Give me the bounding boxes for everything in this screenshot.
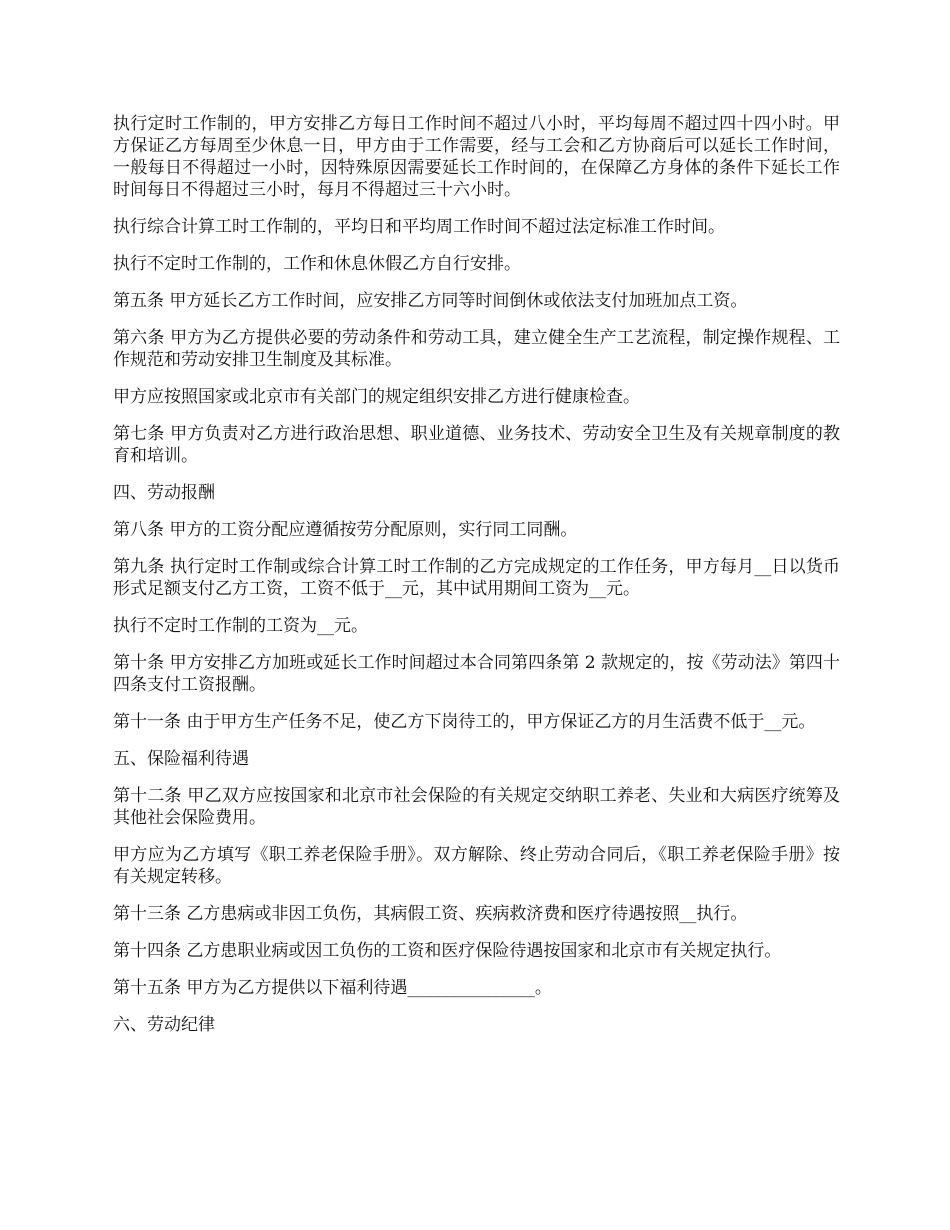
- paragraph-health-check: 甲方应按照国家或北京市有关部门的规定组织安排乙方进行健康检查。: [113, 387, 640, 407]
- article-9: 第九条 执行定时工作制或综合计算工时工作制的乙方完成规定的工作任务，甲方每月__日以货币形式足额支付乙方工资，工资不低于__元，其中试用期间工资为__元。: [113, 557, 840, 599]
- article-8: 第八条 甲方的工资分配应遵循按劳分配原则，实行同工同酬。: [113, 520, 578, 540]
- article-13: 第十三条 乙方患病或非因工负伤，其病假工资、疾病救济费和医疗待遇按照__执行。: [113, 904, 748, 924]
- paragraph-working-hours-flexible: 执行不定时工作制的，工作和休息休假乙方自行安排。: [113, 254, 521, 274]
- paragraph-working-hours-standard: 执行定时工作制的，甲方安排乙方每日工作时间不超过八小时，平均每周不超过四十四小时。甲方保证乙方每周至少休息一日，甲方由于工作需要，经与工会和乙方协商后可以延长工作时间，一般每日不得超过一小时，因特殊原因需要延长工作时间的，在保障乙方身体的条件下延长工作时间每日不得超过三小时，每月不得超过三十六小时。: [113, 114, 840, 200]
- paragraph-flexible-wage: 执行不定时工作制的工资为__元。: [113, 616, 368, 636]
- article-15: 第十五条 甲方为乙方提供以下福利待遇_______________。: [113, 978, 552, 998]
- article-11: 第十一条 由于甲方生产任务不足，使乙方下岗待工的，甲方保证乙方的月生活费不低于__元。: [113, 712, 816, 732]
- document-body: [113, 113, 840, 1051]
- article-5: 第五条 甲方延长乙方工作时间，应安排乙方同等时间倒休或依法支付加班加点工资。: [113, 291, 748, 311]
- article-7: 第七条 甲方负责对乙方进行政治思想、职业道德、业务技术、劳动安全卫生及有关规章制度的教育和培训。: [113, 424, 840, 466]
- article-6: 第六条 甲方为乙方提供必要的劳动条件和劳动工具，建立健全生产工艺流程，制定操作规程、工作规范和劳动安排卫生制度及其标准。: [113, 328, 840, 370]
- section-heading-remuneration: 四、劳动报酬: [113, 483, 215, 503]
- article-12: 第十二条 甲乙双方应按国家和北京市社会保险的有关规定交纳职工养老、失业和大病医疗统筹及其他社会保险费用。: [113, 786, 840, 828]
- section-heading-discipline: 六、劳动纪律: [113, 1015, 215, 1035]
- paragraph-working-hours-comprehensive: 执行综合计算工时工作制的，平均日和平均周工作时间不超过法定标准工作时间。: [113, 217, 725, 237]
- article-10: 第十条 甲方安排乙方加班或延长工作时间超过本合同第四条第 2 款规定的，按《劳动法》第四十四条支付工资报酬。: [113, 653, 840, 695]
- section-heading-insurance: 五、保险福利待遇: [113, 749, 249, 769]
- paragraph-pension-handbook: 甲方应为乙方填写《职工养老保险手册》。双方解除、终止劳动合同后，《职工养老保险手册》按有关规定转移。: [113, 845, 840, 887]
- article-14: 第十四条 乙方患职业病或因工负伤的工资和医疗保险待遇按国家和北京市有关规定执行。: [113, 941, 782, 961]
